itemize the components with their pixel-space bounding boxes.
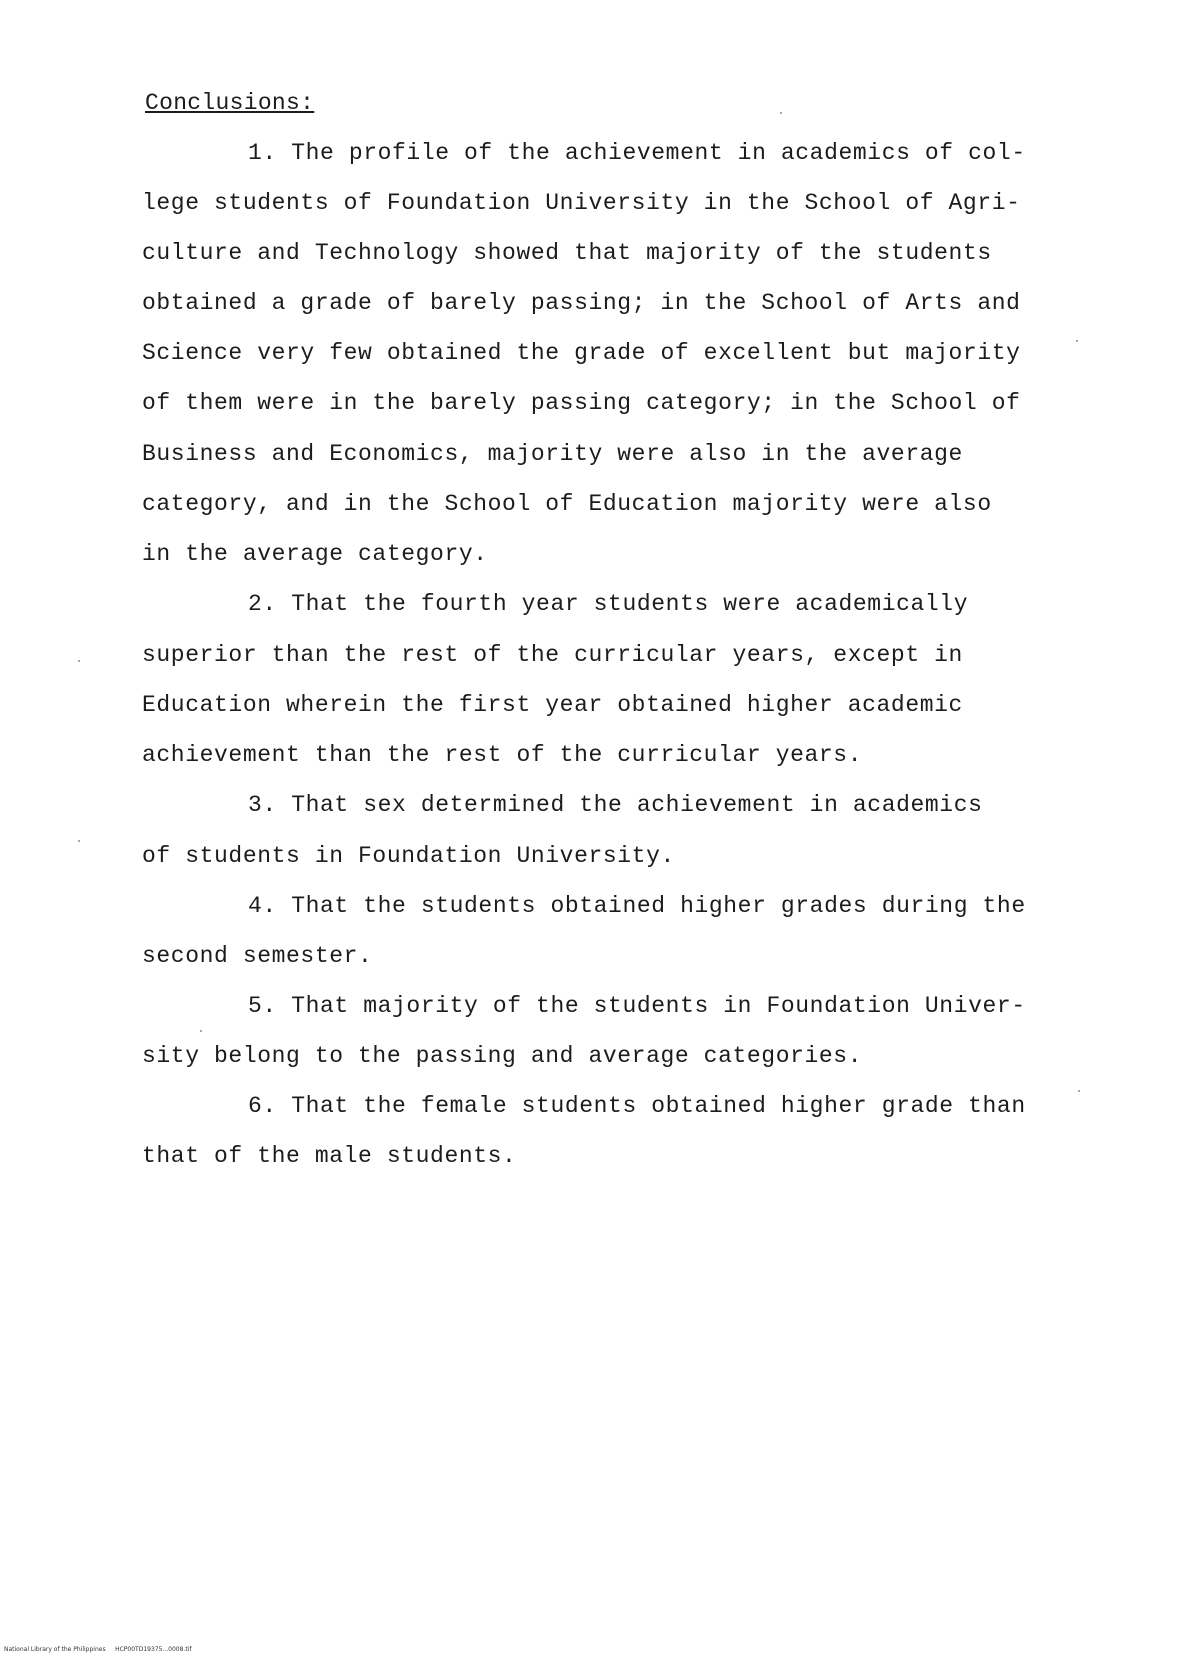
text-line: that of the male students. bbox=[142, 1143, 517, 1169]
text-line: of them were in the barely passing category; in the School of bbox=[142, 390, 1021, 416]
scan-speck bbox=[78, 840, 80, 842]
scan-footer: National Library of the Philippines HCP00TD19375...0008.tif bbox=[4, 1646, 192, 1653]
text-line: lege students of Foundation University in the School of Agri- bbox=[142, 190, 1021, 216]
text-line: Science very few obtained the grade of excellent but majority bbox=[142, 340, 1021, 366]
text-line: in the average category. bbox=[142, 541, 488, 567]
text-line: 1. The profile of the achievement in academics of col- bbox=[248, 140, 1026, 166]
text-line: culture and Technology showed that majority of the students bbox=[142, 240, 992, 266]
text-line: superior than the rest of the curricular years, except in bbox=[142, 642, 963, 668]
text-line: category, and in the School of Education majority were also bbox=[142, 491, 992, 517]
scan-speck bbox=[780, 112, 782, 114]
text-line: 2. That the fourth year students were academically bbox=[248, 591, 969, 617]
conclusions-heading: Conclusions: bbox=[145, 90, 315, 116]
scan-speck bbox=[1076, 340, 1078, 342]
text-line: second semester. bbox=[142, 943, 373, 969]
text-line: 5. That majority of the students in Foundation Univer- bbox=[248, 993, 1026, 1019]
text-line: Education wherein the first year obtained higher academic bbox=[142, 692, 963, 718]
text-line: 6. That the female students obtained higher grade than bbox=[248, 1093, 1026, 1119]
scan-speck bbox=[200, 1030, 202, 1032]
text-line: achievement than the rest of the curricular years. bbox=[142, 742, 863, 768]
text-line: of students in Foundation University. bbox=[142, 843, 675, 869]
text-line: 3. That sex determined the achievement in academics bbox=[248, 792, 983, 818]
scan-speck bbox=[78, 660, 80, 662]
text-line: sity belong to the passing and average categories. bbox=[142, 1043, 863, 1069]
text-line: 4. That the students obtained higher grades during the bbox=[248, 893, 1026, 919]
scan-speck bbox=[1078, 1090, 1080, 1092]
text-line: Business and Economics, majority were also in the average bbox=[142, 441, 963, 467]
text-line: obtained a grade of barely passing; in the School of Arts and bbox=[142, 290, 1021, 316]
